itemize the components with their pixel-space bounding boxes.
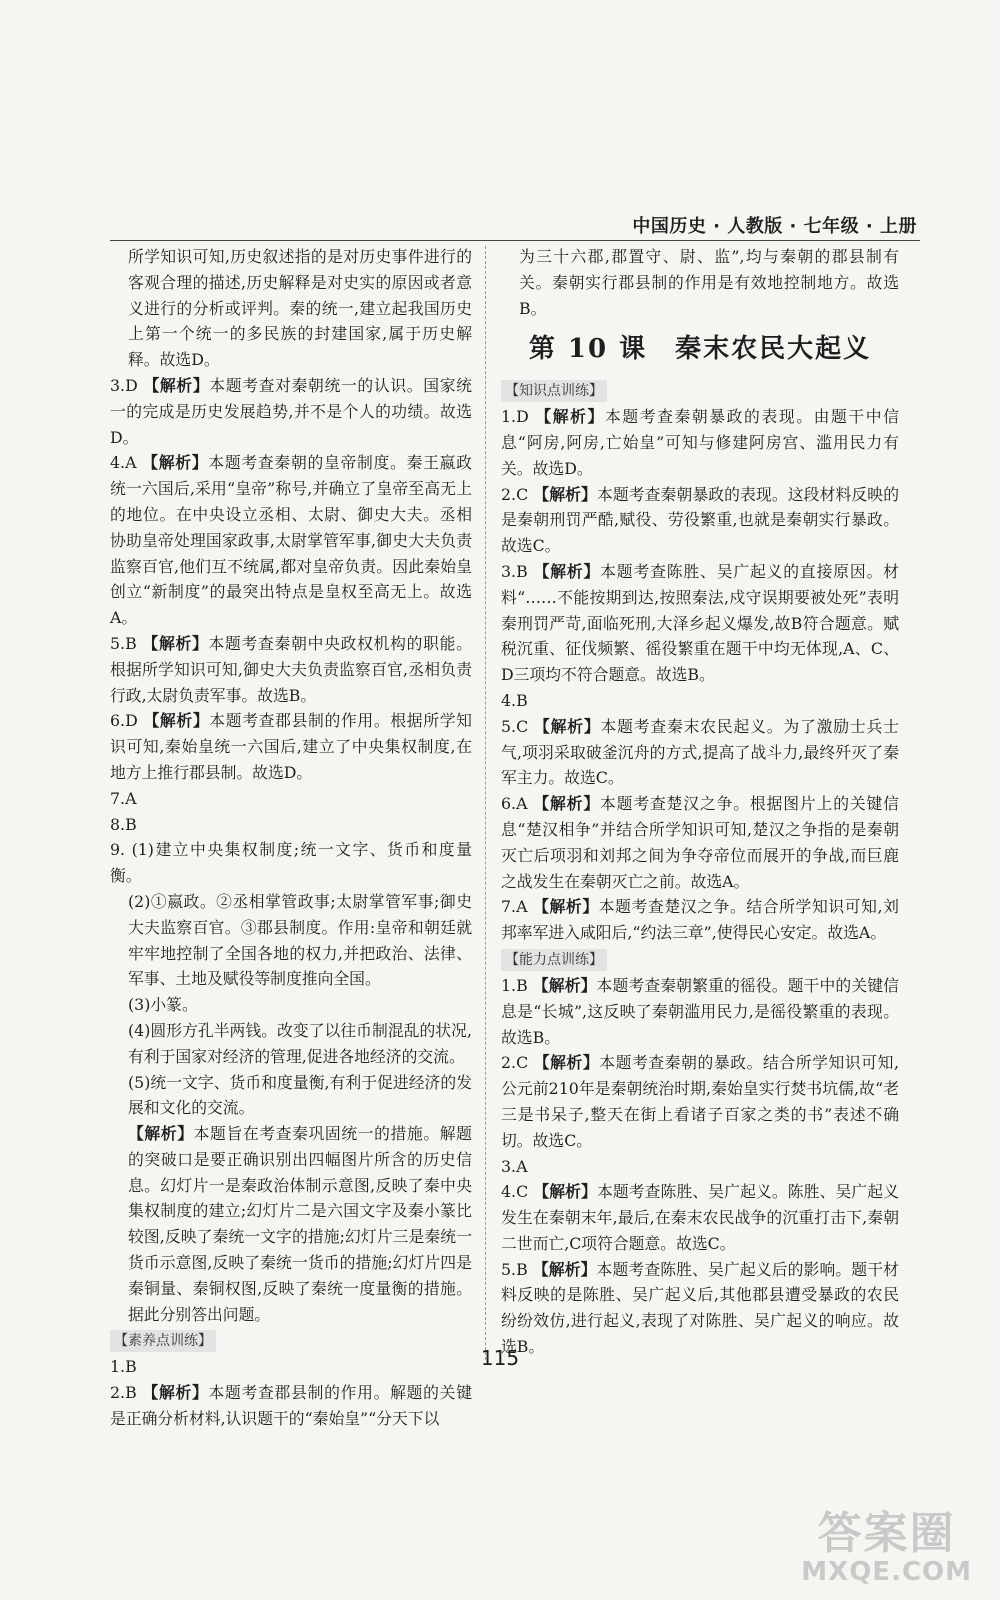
left-column [110, 244, 472, 1432]
section-heading: 【素养点训练】 [110, 1330, 216, 1352]
answer-item [110, 244, 472, 373]
answer-text: (2)①嬴政。②丞相掌管政事;太尉掌管军事;御史大夫监察百官。③郡县制度。作用:皇帝和朝廷就牢牢地控制了全国各地的权力,并把政治、法律、军事、土地及赋役等制度推向全国。 [128, 891, 472, 989]
answer-number: 9. [110, 840, 126, 860]
answer-number: 4.A [110, 453, 137, 473]
answer-item [110, 1018, 472, 1070]
analysis-tag: 【解析】 [534, 716, 601, 736]
answer-text: 本题旨在考查秦巩固统一的措施。解题的突破口是要正确识别出四幅图片所含的历史信息。幻灯片一是秦政治体制示意图,反映了秦中央集权制度的建立;幻灯片二是六国文字及秦小篆比较图,反映了秦统一文字的措施;幻灯片三是秦统一货币示意图,反映了秦统一货币的措施;幻灯片四是秦铜量、秦铜权图,反映了秦统一度量衡的措施。据此分别答出问题。 [128, 1124, 472, 1324]
answer-text: 本题考查郡县制的作用。根据所学知识可知,秦始皇统一六国后,建立了中央集权制度,在地方上推行郡县制。故选D。 [110, 711, 472, 782]
answer-item [110, 631, 472, 708]
answer-item [501, 791, 899, 894]
answer-text: (4)圆形方孔半两钱。改变了以往币制混乱的状况,有利于国家对经济的管理,促进各地经济的交流。 [128, 1020, 472, 1066]
answer-item [110, 1121, 472, 1327]
answer-number: 5.B [110, 633, 137, 653]
answer-number: 1.B [501, 975, 528, 995]
answer-item [110, 837, 472, 889]
answer-number: 8.B [110, 814, 137, 834]
analysis-tag: 【解析】 [142, 453, 209, 473]
answer-text: 本题考查楚汉之争。结合所学知识可知,刘邦率军进入咸阳后,“约法三章”,使得民心安定。故选A。 [501, 897, 899, 943]
analysis-tag: 【解析】 [533, 1182, 597, 1202]
watermark-logo-text: 答案圈 [817, 1508, 956, 1559]
answer-text: 本题考查秦末农民起义。为了激励士兵士气,项羽采取破釜沉舟的方式,提高了战斗力,最终歼灭了秦军主力。故选C。 [501, 716, 899, 788]
answer-text: 本题考查楚汉之争。根据图片上的关键信息“楚汉相争”并结合所学知识可知,楚汉之争指的是秦朝灭亡后项羽和刘邦之间为争夺帝位而展开的争战,而巨鹿之战发生在秦朝灭亡之前。故选A。 [501, 794, 899, 891]
answer-text: 所学知识可知,历史叙述指的是对历史事件进行的客观合理的描述,历史解释是对史实的原因或者意义进行的分析或评判。秦的统一,建立起我国历史上第一个统一的多民族的封建国家,属于历史解释。故选D。 [128, 247, 472, 370]
header-rule [110, 240, 920, 241]
answer-text: (1)建立中央集权制度;统一文字、货币和度量衡。 [110, 840, 472, 886]
section-heading-row [501, 377, 899, 404]
answer-item [110, 450, 472, 631]
lesson-title: 第 10 课 秦末农民大起义 [528, 334, 872, 365]
analysis-tag: 【解析】 [533, 484, 597, 504]
answer-text: 本题考查陈胜、吴广起义的直接原因。材料“……不能按期到达,按照秦法,戍守误期要被处死”表明秦刑罚严苛,面临死刑,大泽乡起义爆发,故B符合题意。赋税沉重、征伐频繁、徭役繁重在题干中均无体现,A、C、D三项均不符合题意。故选B。 [501, 561, 899, 685]
answer-item [501, 1179, 899, 1256]
answer-text: 本题考查秦朝的暴政。结合所学知识可知,公元前210年是秦朝统治时期,秦始皇实行焚书坑儒,故“老三是书呆子,整天在街上看诸子百家之类的书”表述不确切。故选C。 [501, 1053, 899, 1150]
answer-text: 本题考查秦朝暴政的表现。这段材料反映的是秦朝刑罚严酷,赋役、劳役繁重,也就是秦朝实行暴政。故选C。 [501, 484, 899, 556]
answer-number: 5.C [501, 716, 529, 736]
answer-text: (3)小篆。 [128, 995, 198, 1015]
answer-number: 6.A [501, 794, 528, 814]
answer-item [110, 1380, 472, 1432]
column-divider [485, 246, 486, 1360]
analysis-tag: 【解析】 [532, 1259, 597, 1279]
answer-item [501, 404, 899, 481]
answer-text: 本题考查秦朝繁重的徭役。题干中的关键信息是“长城”,这反映了秦朝滥用民力,是徭役繁重的表现。故选B。 [501, 975, 899, 1047]
answer-number: 3.D [110, 375, 138, 395]
answer-text: 本题考查陈胜、吴广起义。陈胜、吴广起义发生在秦朝末年,最后,在秦末农民战争的沉重打击下,秦朝二世而亡,C项符合题意。故选C。 [501, 1182, 899, 1253]
analysis-tag: 【解析】 [535, 407, 605, 427]
answer-number: 4.C [501, 1182, 529, 1202]
answer-item [501, 1257, 899, 1360]
right-column [501, 244, 899, 1360]
answer-item [501, 894, 899, 946]
analysis-tag: 【解析】 [143, 375, 210, 395]
answer-number: 1.D [501, 407, 529, 427]
answer-text: 本题考查郡县制的作用。解题的关键是正确分析材料,认识题干的“秦始皇”“分天下以 [110, 1383, 472, 1429]
answer-item [501, 973, 899, 1050]
analysis-tag: 【解析】 [532, 975, 597, 995]
analysis-tag: 【解析】 [533, 897, 599, 917]
answer-item [501, 1050, 899, 1153]
answer-number: 7.A [110, 788, 137, 808]
analysis-tag: 【解析】 [128, 1124, 194, 1144]
answer-item [110, 373, 472, 450]
answer-number: 2.B [110, 1383, 137, 1403]
page-number: 115 [480, 1346, 520, 1370]
answer-item [501, 482, 899, 559]
answer-item [501, 714, 899, 791]
answer-item [501, 1154, 899, 1180]
answer-text: 本题考查秦朝的皇帝制度。秦王嬴政统一六国后,采用“皇帝”称号,并确立了皇帝至高无上的地位。在中央设立丞相、太尉、御史大夫。丞相协助皇帝处理国家政事,太尉掌管军事,御史大夫负责监察百官,他们互不统属,都对皇帝负责。因此秦始皇创立“新制度”的最突出特点是皇权至高无上。故选A。 [110, 453, 472, 628]
book-header: 中国历史 · 人教版 · 七年级 · 上册 [632, 216, 917, 237]
answer-number: 4.B [501, 690, 528, 710]
section-heading: 【知识点训练】 [501, 380, 607, 402]
answer-text: 本题考查对秦朝统一的认识。国家统一的完成是历史发展趋势,并不是个人的功绩。故选D。 [110, 375, 472, 447]
answer-number: 3.A [501, 1156, 528, 1176]
analysis-tag: 【解析】 [143, 711, 210, 731]
answer-number: 5.B [501, 1259, 528, 1279]
answer-text: 本题考查秦朝中央政权机构的职能。根据所学知识可知,御史大夫负责监察百官,丞相负责行政,太尉负责军事。故选B。 [110, 633, 472, 705]
answer-item [110, 1070, 472, 1122]
analysis-tag: 【解析】 [142, 1383, 209, 1403]
answer-item [501, 559, 899, 688]
answer-number: 2.C [501, 484, 529, 504]
answer-item [110, 708, 472, 785]
answer-item [110, 992, 472, 1018]
analysis-tag: 【解析】 [533, 561, 601, 581]
answer-number: 7.A [501, 897, 528, 917]
analysis-tag: 【解析】 [142, 633, 209, 653]
watermark-logo [801, 1510, 972, 1586]
answer-item [501, 688, 899, 714]
answer-text: 本题考查陈胜、吴广起义后的影响。题干材料反映的是陈胜、吴广起义后,其他郡县遭受暴政的农民纷纷效仿,进行起义,表现了对陈胜、吴广起义的响应。故选B。 [501, 1259, 899, 1357]
section-heading: 【能力点训练】 [501, 949, 607, 971]
answer-number: 6.D [110, 711, 138, 731]
answer-item [110, 786, 472, 812]
answer-item [501, 244, 899, 321]
answer-text: (5)统一文字、货币和度量衡,有利于促进经济的发展和文化的交流。 [128, 1072, 472, 1118]
answer-number: 3.B [501, 561, 528, 581]
answer-item [110, 889, 472, 992]
answer-number: 2.C [501, 1053, 529, 1073]
answer-text: 为三十六郡,郡置守、尉、监”,均与秦朝的郡县制有关。秦朝实行郡县制的作用是有效地控制地方。故选B。 [519, 247, 899, 318]
analysis-tag: 【解析】 [533, 1053, 600, 1073]
watermark-url: MXQE.COM [801, 1557, 972, 1587]
answer-item [110, 812, 472, 838]
answer-number: 1.B [110, 1357, 137, 1377]
section-heading-row [501, 946, 899, 973]
answer-text: 本题考查秦朝暴政的表现。由题干中信息“阿房,阿房,亡始皇”可知与修建阿房宫、滥用民力有关。故选D。 [501, 407, 899, 478]
analysis-tag: 【解析】 [533, 794, 601, 814]
